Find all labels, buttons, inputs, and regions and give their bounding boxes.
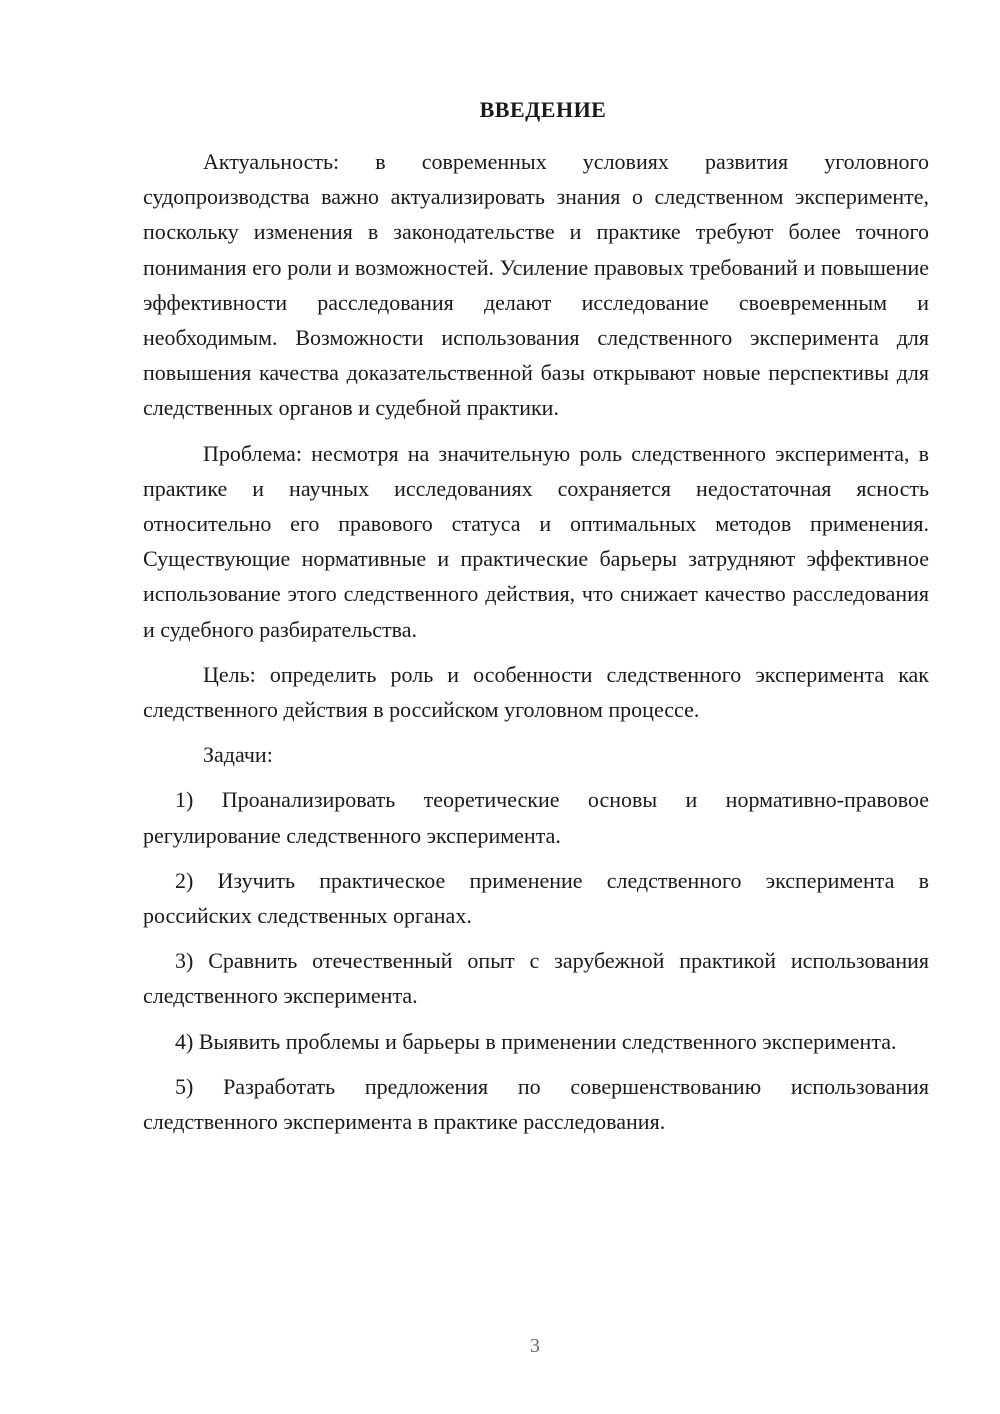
- tasks-heading: Задачи:: [203, 742, 273, 768]
- task-item-1: 1) Проанализировать теоретические основы и нормативно-правовое регулирование следственного эксперимента.: [143, 787, 929, 848]
- task-item-3: 3) Сравнить отечественный опыт с зарубежной практикой использования следственного эксперимента.: [143, 948, 929, 1009]
- page-number: 3: [530, 1335, 540, 1357]
- problem-paragraph: Проблема: несмотря на значительную роль следственного эксперимента, в практике и научных исследованиях сохраняется недостаточная ясность относительно его правового статуса и оптимальных методов применения. Существующие нормативные и практические барьеры затрудняют эффективное использование этого следственного действия, что снижает качество расследования и судебного разбирательства.: [143, 440, 929, 642]
- document-body: [143, 94, 929, 1139]
- relevance-paragraph: Актуальность: в современных условиях развития уголовного судопроизводства важно актуализировать знания о следственном эксперименте, поскольку изменения в законодательстве и практике требуют более точного понимания его роли и возможностей. Усиление правовых требований и повышение эффективности расследования делают исследование своевременным и необходимым. Возможности использования следственного эксперимента для повышения качества доказательственной базы открывают новые перспективы для следственных органов и судебной практики.: [143, 149, 929, 421]
- goal-paragraph: Цель: определить роль и особенности следственного эксперимента как следственного действия в российском уголовном процессе.: [143, 661, 929, 723]
- section-heading: ВВЕДЕНИЕ: [479, 97, 607, 122]
- task-item-4: 4) Выявить проблемы и барьеры в применении следственного эксперимента.: [175, 1028, 897, 1054]
- task-item-2: 2) Изучить практическое применение следственного эксперимента в российских следственных органах.: [143, 867, 929, 929]
- task-item-5: 5) Разработать предложения по совершенствованию использования следственного эксперимента в практике расследования.: [143, 1073, 929, 1135]
